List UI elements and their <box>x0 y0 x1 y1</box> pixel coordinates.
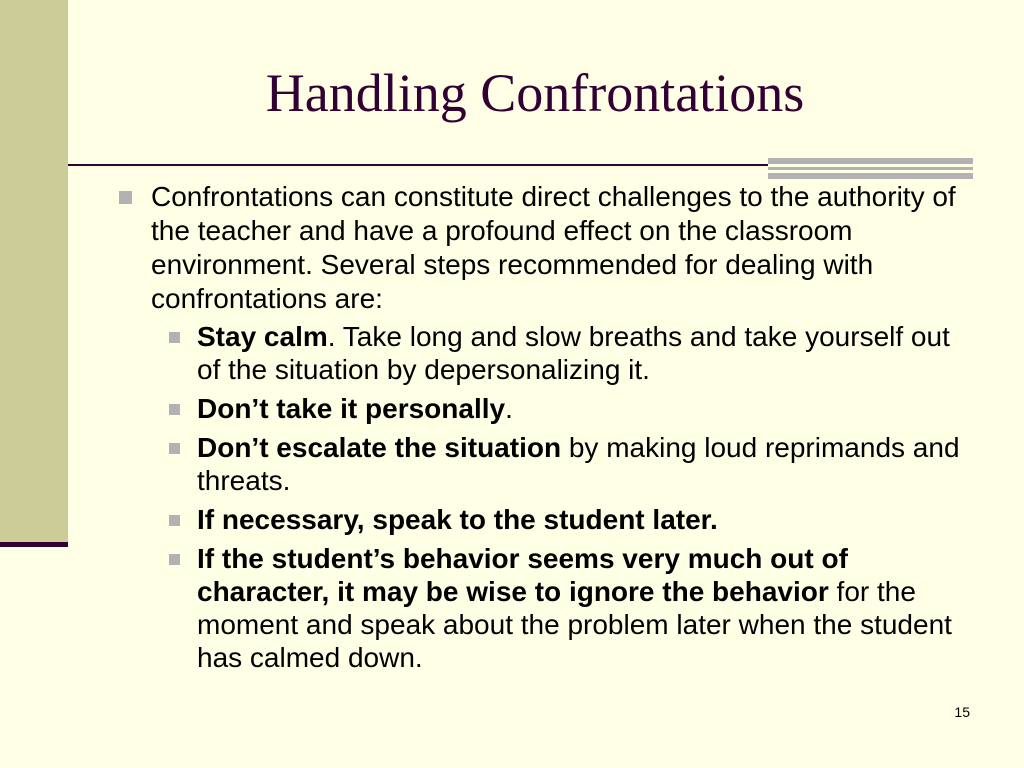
slide-title: Handling Confrontations <box>265 63 805 123</box>
square-bullet-icon <box>169 515 180 526</box>
square-bullet-icon <box>169 404 180 415</box>
step-bold: Don’t take it personally <box>197 393 506 424</box>
step-bold: If the student’s behavior seems very much out of character, it may be wise to ignore the behavior <box>197 543 848 607</box>
step-text: . Take long and slow breaths and take yourself out of the situation by depersonalizing it. <box>197 321 950 385</box>
step-item <box>161 392 975 425</box>
step-bold: Don’t escalate the situation <box>197 432 562 463</box>
step-text: for the moment and speak about the problem later when the student has calmed down. <box>197 576 952 673</box>
step-item <box>161 431 975 497</box>
square-bullet-icon <box>169 332 180 343</box>
step-item <box>161 320 975 386</box>
slide-content <box>115 180 975 680</box>
square-bullet-icon <box>169 554 180 565</box>
square-bullet-icon <box>119 191 132 204</box>
square-bullet-icon <box>169 443 180 454</box>
intro-text: Confrontations can constitute direct challenges to the authority of the teacher and have a profound effect on the classroom environment. Several steps recommended for dealing with confrontations are: <box>151 181 956 314</box>
side-band <box>0 0 68 545</box>
step-bold: Stay calm <box>197 321 328 352</box>
steps-list <box>115 320 975 674</box>
step-item <box>161 503 975 536</box>
side-rule <box>0 542 68 547</box>
step-text: by making loud reprimands and threats. <box>197 432 960 496</box>
page-number: 15 <box>954 704 970 720</box>
decorative-bars <box>768 158 973 180</box>
step-bold: If necessary, speak to the student later. <box>197 504 718 535</box>
step-text: . <box>505 393 513 424</box>
bullet-intro <box>115 180 975 316</box>
title-rule <box>68 164 768 166</box>
step-item <box>161 542 975 674</box>
